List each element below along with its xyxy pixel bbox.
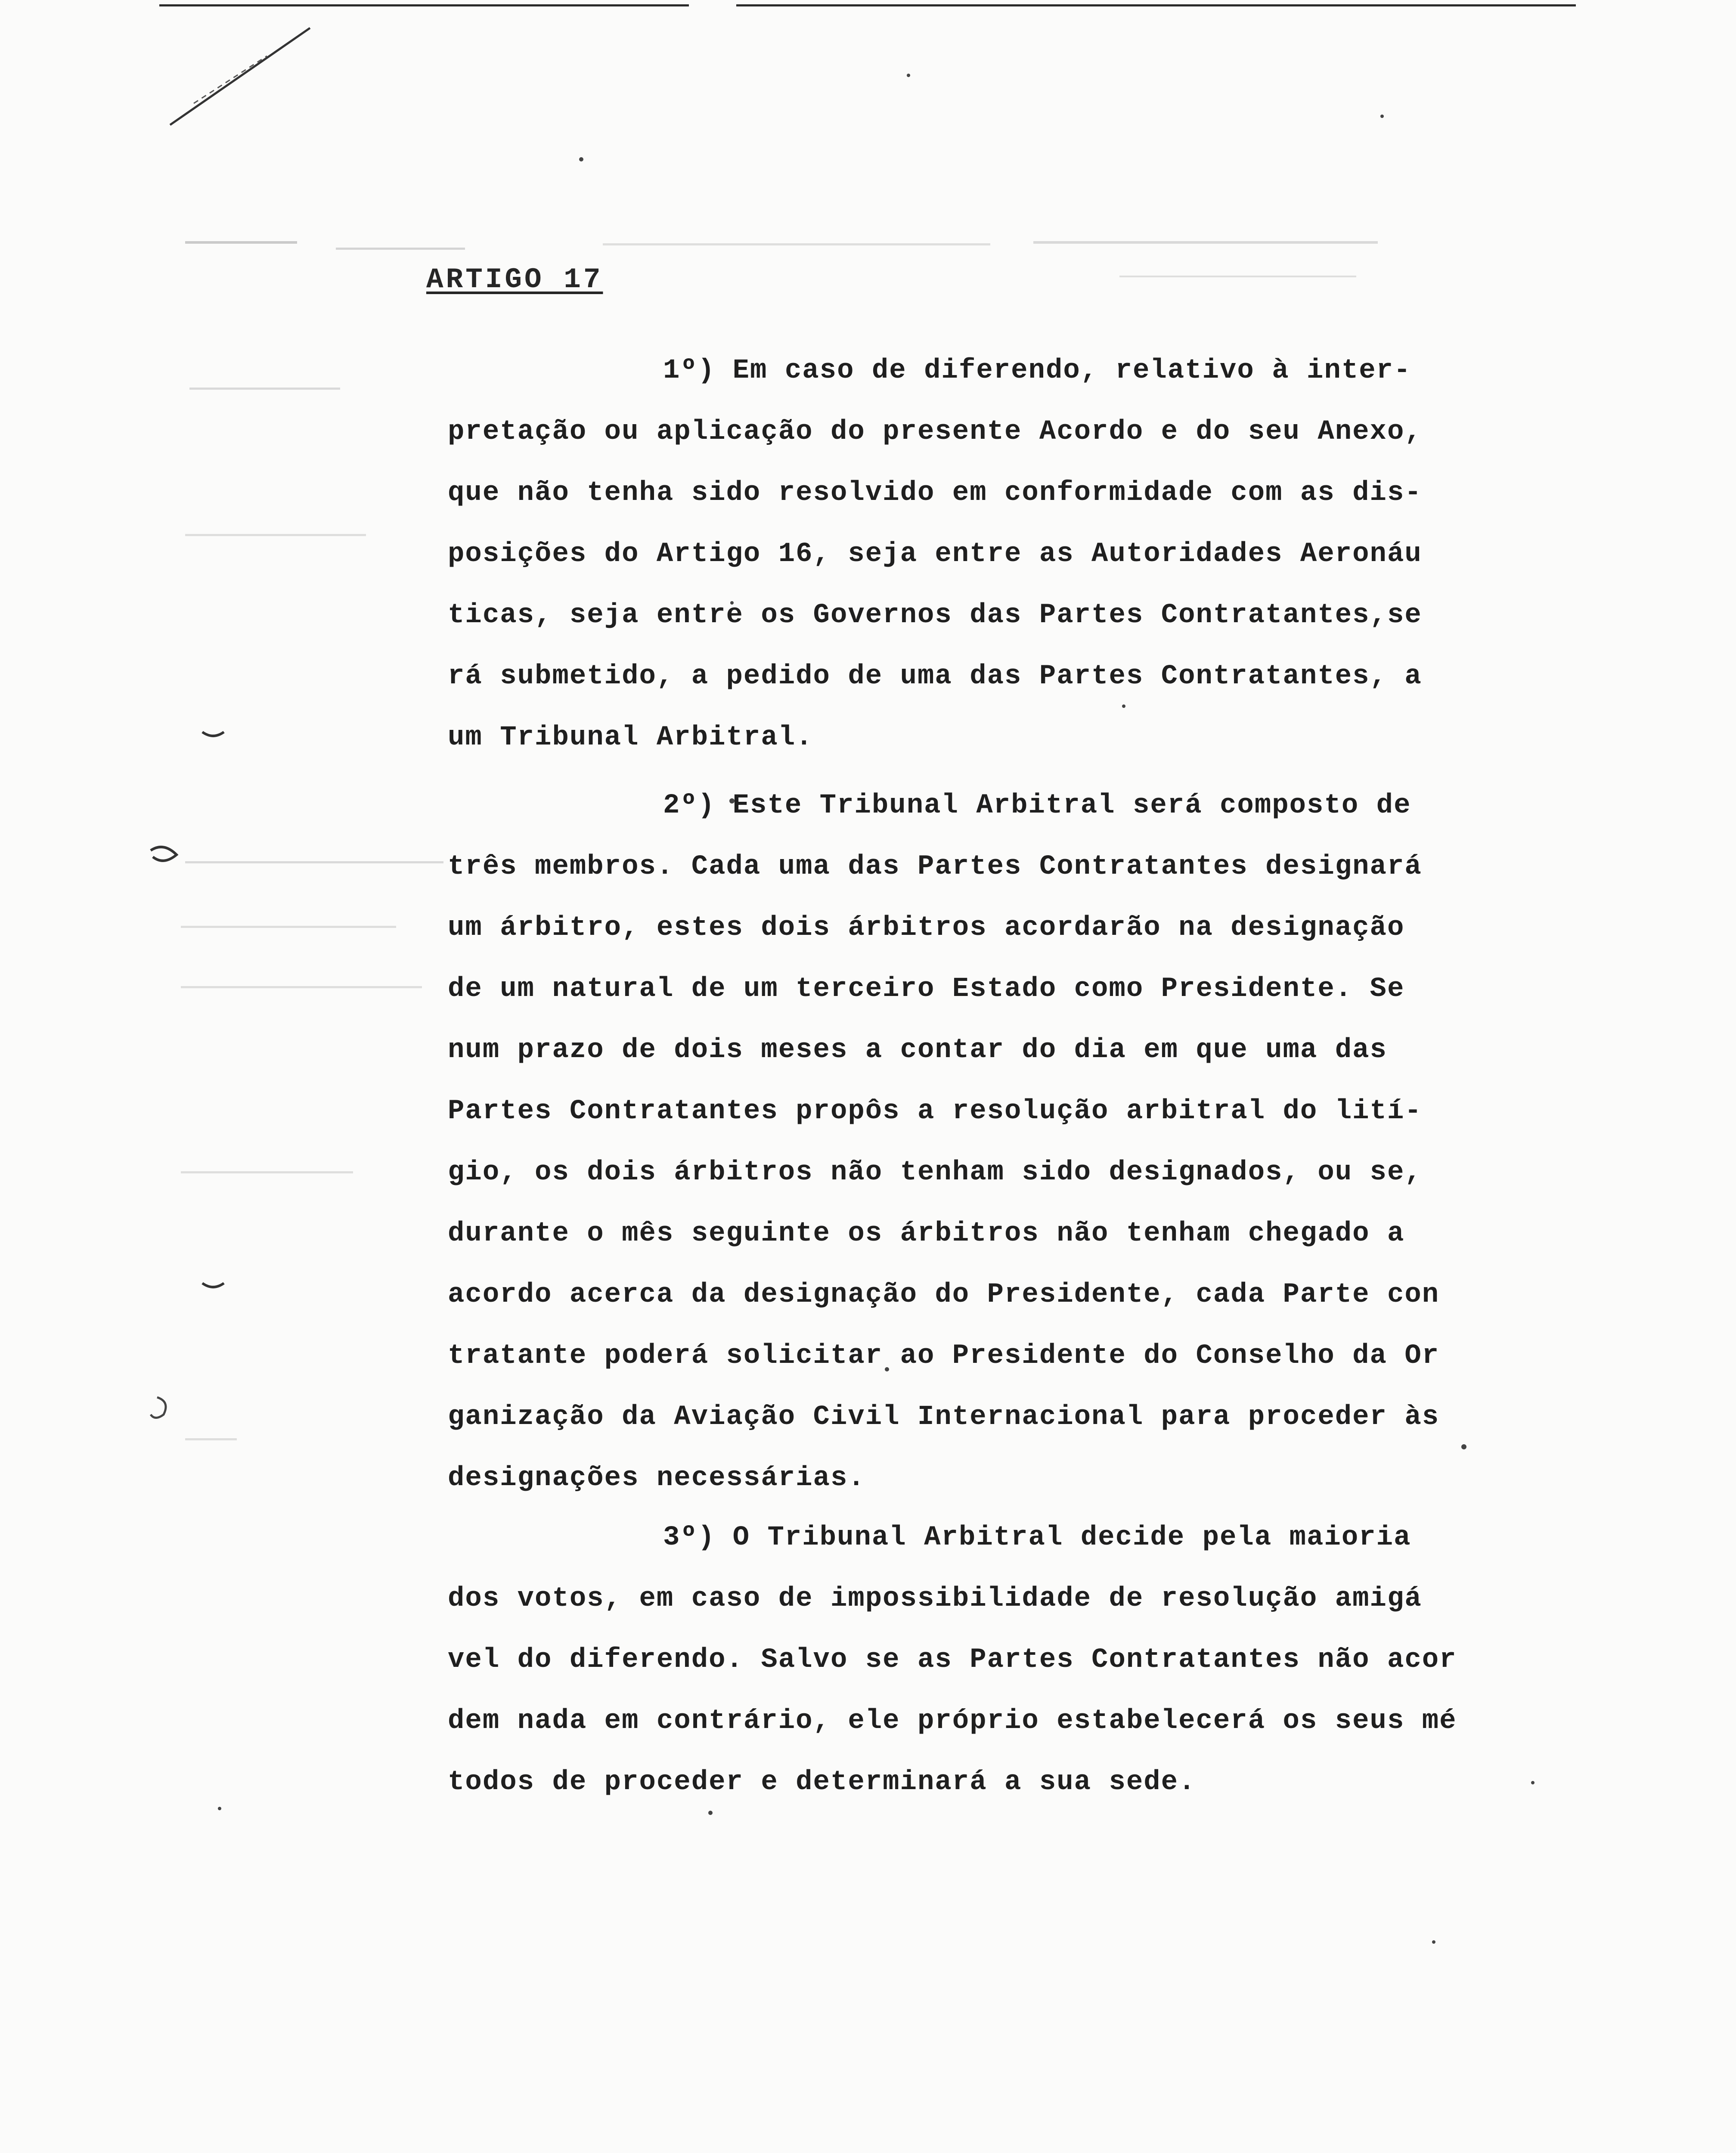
paragraph-line: ticas, seja entre os Governos das Partes Contratantes,se [448,600,1422,631]
margin-mark [151,1397,166,1418]
paragraph-line: 1º) Em caso de diferendo, relativo à inter- [663,355,1411,386]
paragraph-2 [448,775,1490,1509]
pen-stroke-mark [170,28,310,125]
paragraph-line: vel do diferendo. Salvo se as Partes Contratantes não acor [448,1644,1457,1675]
paragraph-line: que não tenha sido resolvido em conformidade com as dis- [448,478,1422,509]
paragraph-line: dem nada em contrário, ele próprio estabelecerá os seus mé [448,1706,1457,1737]
paragraph-1 [448,340,1490,768]
paragraph-line: dos votos, em caso de impossibilidade de resolução amigá [448,1583,1422,1614]
paragraph-line: durante o mês seguinte os árbitros não tenham chegado a [448,1218,1405,1249]
paragraph-line: rá submetido, a pedido de uma das Partes Contratantes, a [448,661,1422,692]
paragraph-line: de um natural de um terceiro Estado como Presidente. Se [448,974,1405,1005]
paragraph-line: um Tribunal Arbitral. [448,722,813,753]
paragraph-line: três membros. Cada uma das Partes Contratantes designará [448,851,1422,882]
margin-mark [202,732,224,736]
margin-mark [151,847,177,861]
margin-mark [202,1283,224,1287]
paragraph-line: ganização da Aviação Civil Internacional para proceder às [448,1402,1440,1433]
pen-stroke-mark [194,56,267,103]
paragraph-line: designações necessárias. [448,1463,865,1494]
paragraph-line: um árbitro, estes dois árbitros acordarão na designação [448,912,1405,943]
paragraph-line: tratante poderá solicitar ao Presidente do Conselho da Or [448,1340,1440,1371]
paragraph-line: acordo acerca da designação do Presidente, cada Parte con [448,1279,1440,1310]
paragraph-line: Partes Contratantes propôs a resolução arbitral do lití- [448,1096,1422,1127]
paragraph-line: gio, os dois árbitros não tenham sido designados, ou se, [448,1157,1422,1188]
paragraph-line: num prazo de dois meses a contar do dia em que uma das [448,1035,1387,1066]
paragraph-line: todos de proceder e determinará a sua sede. [448,1767,1196,1798]
paragraph-line: posições do Artigo 16, seja entre as Autoridades Aeronáu [448,539,1422,570]
paragraph-line: 2º) Este Tribunal Arbitral será composto de [663,790,1411,821]
paragraph-line: pretação ou aplicação do presente Acordo e do seu Anexo, [448,416,1422,447]
paragraph-line: 3º) O Tribunal Arbitral decide pela maioria [663,1522,1411,1553]
article-heading: ARTIGO 17 [426,264,603,296]
paragraph-3 [448,1507,1490,1813]
